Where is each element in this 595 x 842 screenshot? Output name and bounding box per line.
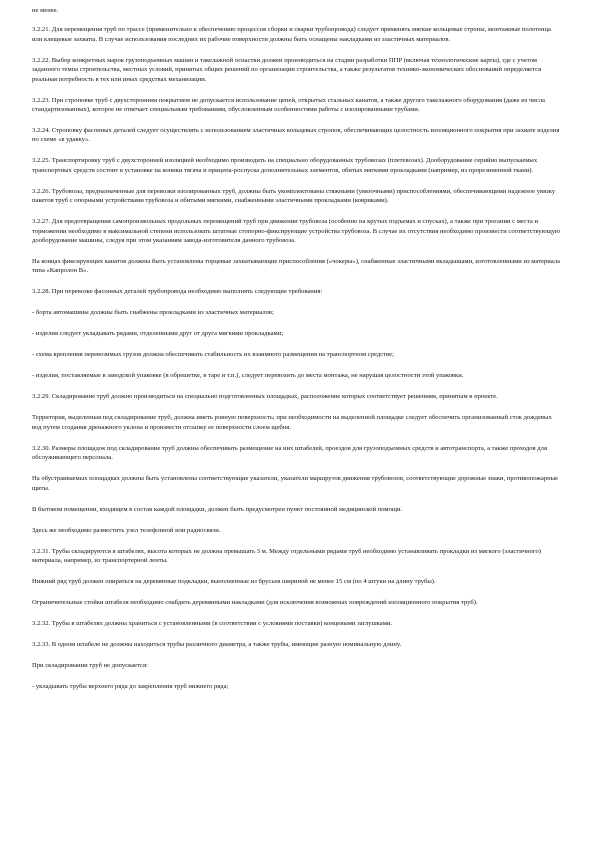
paragraph: 3.2.31. Трубы складируются в штабелях, высота которых не должна превышать 3 м. Между отдельными рядами труб необходимо устанавливать прокладки из мягкого (эластичного) материала, например, из транспортерной ленты. (32, 547, 541, 565)
paragraph: 3.2.27. Для предотвращения самопроизвольных продольных перемещений труб при движении трубовоза (особенно на крутых подъемах и спусках), а также при трогании с места и торможении необходимо в максимальной степени использовать штатные стопорно-фиксирующие устройства трубовоза. В случае их отсутствия необходимо произвести соответствующую дооборудование машины, следуя при этом указаниям завода-изготовителя данного трубовоза. (32, 218, 560, 245)
paragraph: Ограничительные стойки штабеля необходимо снабдить деревянными накладками (для исключения возможных повреждений изоляционного покрытия труб). (32, 599, 478, 607)
paragraph: На концах фиксирующих канатов должны быть установлены торцевые захватывающие приспособления («чокеры»), снабженные эластичными вкладышами, изготовленными из материала типа «Капролон В». (32, 258, 560, 275)
paragraph: не менее. (32, 7, 59, 14)
paragraph: 3.2.25. Транспортировку труб с двухсторонней изоляцией необходимо производить на специально оборудованных трубовозах (плетевозах). Дооборудование серийно выпускаемых транспортных средств состоит в установке на коники тягача и прицепа-роспуска дополнительных элементов, обитых мягкими прокладками (например, из прорезиненной ткани). (32, 157, 538, 174)
paragraph: На обустраиваемых площадках должны быть установлены соответствующие указатели, указатели маршрутов движения трубовозов, соответствующие дорожные знаки, противопожарные щиты. (32, 475, 559, 492)
list-item: - изделия, поставляемые в заводской упаковке (в обрешетке, в таре и т.п.), следует перевозить до места монтажа, не нарушая целостности этой упаковки. (32, 372, 464, 380)
paragraph: 3.2.21. Для перемещения труб по трассе (применительно к обеспечению процессов сборки и сварки трубопровода) следует применять мягкие кольцевые стропы, монтажные полотенца или клещевые захваты. В случае использования последних их рабочие поверхности должны быть оснащены накладками из эластичных материалов. (32, 26, 551, 43)
paragraph: 3.2.30. Размеры площадок под складирование труб должны обеспечивать размещение на них штабелей, проездов для грузоподъемных средств и автотранспорта, а также проходов для обслуживающего персонала. (32, 444, 547, 462)
list-item: - схема крепления перевозимых грузов должна обеспечивать стабильность их взаимного размещения на транспортном средстве; (32, 351, 394, 359)
paragraph: 3.2.32. Трубы в штабелях должны храниться с установленными (в соответствии с условиями поставки) концевыми заглушками. (32, 620, 393, 628)
paragraph: При складировании труб не допускается: (32, 662, 148, 670)
list-item: - укладывать трубы верхнего ряда до закрепления труб нижнего ряда; (32, 683, 229, 691)
document-page (32, 6, 560, 703)
paragraph: Территория, выделенная под складирование труб, должна иметь ровную поверхность; при необходимости на выделенной площадке следует обеспечить организованный сток дождевых вод путем создания дренажного уклона и произвести отсыпку ее поверхности слоем щебня. (32, 414, 552, 431)
list-item: - изделия следует укладывать рядами, отделенными друг от друга мягкими прокладками; (32, 330, 284, 338)
paragraph: Нижний ряд труб должен опираться на деревянные подкладки, выполненные из брусьев шириной не менее 15 см (по 4 штуки на длину трубы). (32, 578, 436, 586)
paragraph: 3.2.29. Складирование труб должно производиться на специально подготовленных площадках, расположение которых соответствует решениям, принятым в проекте. (32, 393, 498, 401)
paragraph: 3.2.23. При строповке труб с двухсторонним покрытием не допускается использование цепей, открытых стальных канатов, а также другого такелажного оборудования (даже из числа стандартизованных), которое не отвечает специальным требованиям, обусловленным особенностями работы с изолированными трубами. (32, 96, 545, 114)
list-item: - борта автомашины должны быть снабжены прокладками из эластичных материалов; (32, 309, 274, 317)
paragraph: Здесь же необходимо разместить узел телефонной или радиосвязи. (32, 526, 221, 534)
paragraph: 3.2.24. Строповку фасонных деталей следует осуществлять с использованием эластичных кольцевых стропов, обеспечивающих целостность изоляционного покрытия при захвате изделия по схеме «в удавку». (32, 127, 560, 144)
paragraph: 3.2.22. Выбор конкретных марок грузоподъемных машин и такелажной оснастки должен производиться на стадии разработки ППР (включая технологические карты), где с учетом заданного темпа строительства, местных условий, принятых общих решений по организации строительства, а также результатов технико-экономических обоснований определяется реальная потребность в тех или иных средствах механизации. (32, 56, 542, 83)
paragraph: 3.2.28. При перевозке фасонных деталей трубопровода необходимо выполнять следующие требования: (32, 288, 323, 296)
paragraph: 3.2.26. Трубовозы, предназначенные для перевозки изолированных труб, должны быть укомплектованы стяжными (увязочными) приспособлениями, обеспечивающими надежное увязку пакетов труб с опорными устройствами трубовоза и обитыми мягкими, снабженными эластичными прокладками (ковриками). (32, 187, 556, 205)
paragraph: В бытовом помещении, входящем в состав каждой площадки, должен быть предусмотрен пункт постоянной медицинской помощи. (32, 505, 403, 513)
paragraph: 3.2.33. В одном штабеле не должны находиться трубы различного диаметра, а также трубы, имеющие разную номинальную длину. (32, 641, 402, 649)
